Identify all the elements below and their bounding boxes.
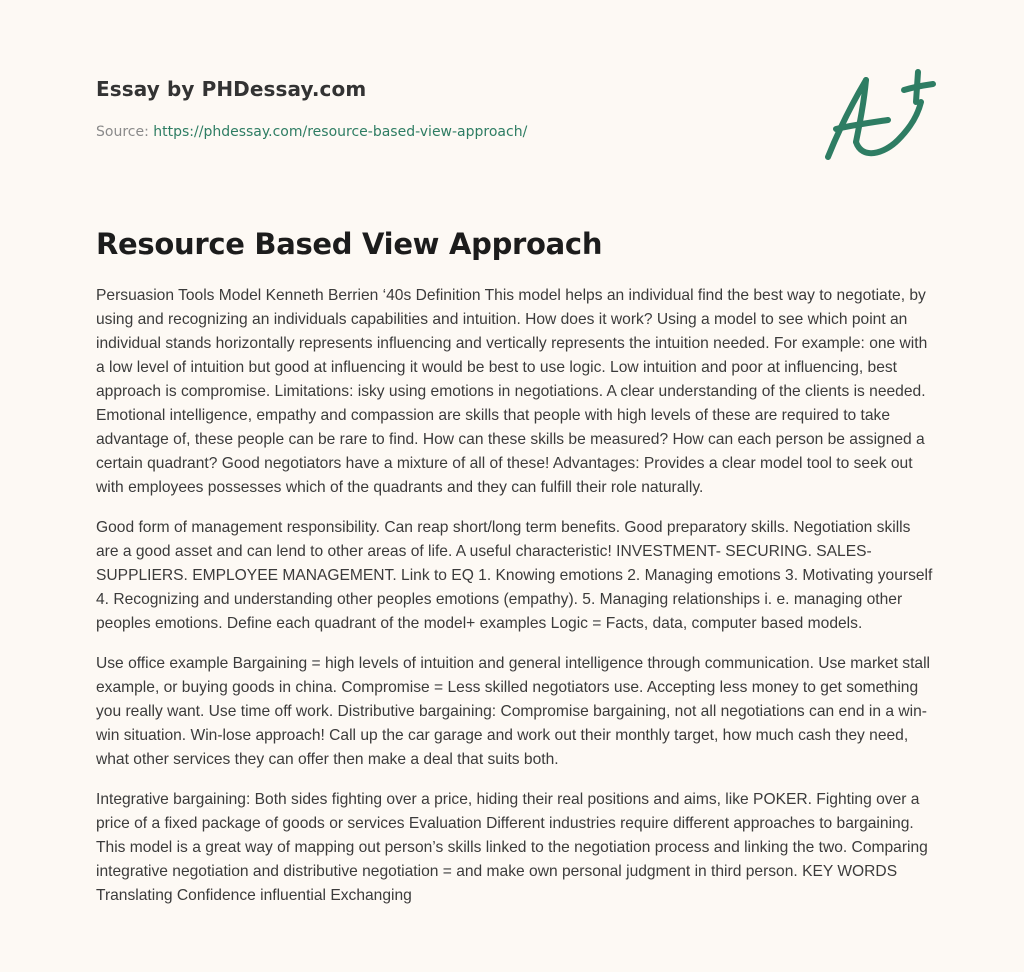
source-line: [96, 122, 796, 142]
source-label: Source:: [96, 124, 149, 140]
essay-title: Resource Based View Approach: [96, 227, 603, 261]
essay-paragraph: Persuasion Tools Model Kenneth Berrien ‘40s Definition This model helps an individual find the best way to negotiate, by using and recognizing an individuals capabilities and intuition. How does it work? Using a model to see which point an individual stands horizontally represents influencing and vertically represents the intuition needed. For example: one with a low level of intuition but good at influencing it would be best to use logic. Low intuition and poor at influencing, best approach is compromise. Limitations: isky using emotions in negotiations. A clear understanding of the clients is needed. Emotional intelligence, empathy and compassion are skills that people with high levels of these are required to take advantage of, these people can be rare to find. How can these skills be measured? How can each person be assigned a certain quadrant? Good negotiators have a mixture of all of these! Advantages: Provides a clear model tool to seek out with employees possesses which of the quadrants and they can fulfill their role naturally.: [96, 287, 928, 496]
essay-paragraph: Good form of management responsibility. Can reap short/long term benefits. Good preparatory skills. Negotiation skills are a good asset and can lend to other areas of life. A useful characteristic! INVESTMENT- SECURING. SALES- SUPPLIERS. EMPLOYEE MANAGEMENT. Link to EQ 1. Knowing emotions 2. Managing emotions 3. Motivating yourself 4. Recognizing and understanding other peoples emotions (empathy). 5. Managing relationships i. e. managing other peoples emotions. Define each quadrant of the model+ examples Logic = Facts, data, computer based models.: [96, 519, 933, 632]
essay-body: [96, 284, 934, 924]
essay-paragraph: Use office example Bargaining = high levels of intuition and general intelligence through communication. Use market stall example, or buying goods in china. Compromise = Less skilled negotiators use. Accepting less money to get something you really want. Use time off work. Distributive bargaining: Compromise bargaining, not all negotiations can end in a win-win situation. Win-lose approach! Call up the car garage and work out their monthly target, how much cash they need, what other services they can offer then make a deal that suits both.: [96, 655, 931, 768]
site-title: Essay by PHDessay.com: [96, 77, 367, 101]
source-link[interactable]: https://phdessay.com/resource-based-view-approach/: [153, 124, 528, 140]
essay-paragraph: Integrative bargaining: Both sides fighting over a price, hiding their real positions and aims, like POKER. Fighting over a price of a fixed package of goods or services Evaluation Different industries require different approaches to bargaining. This model is a great way of mapping out person’s skills linked to the negotiation process and linking the two. Comparing integrative negotiation and distributive negotiation = and make own personal judgment in third person. KEY WORDS Translating Confidence influential Exchanging: [96, 791, 928, 904]
site-header: [96, 74, 796, 142]
a-plus-grade-icon: [818, 62, 938, 172]
